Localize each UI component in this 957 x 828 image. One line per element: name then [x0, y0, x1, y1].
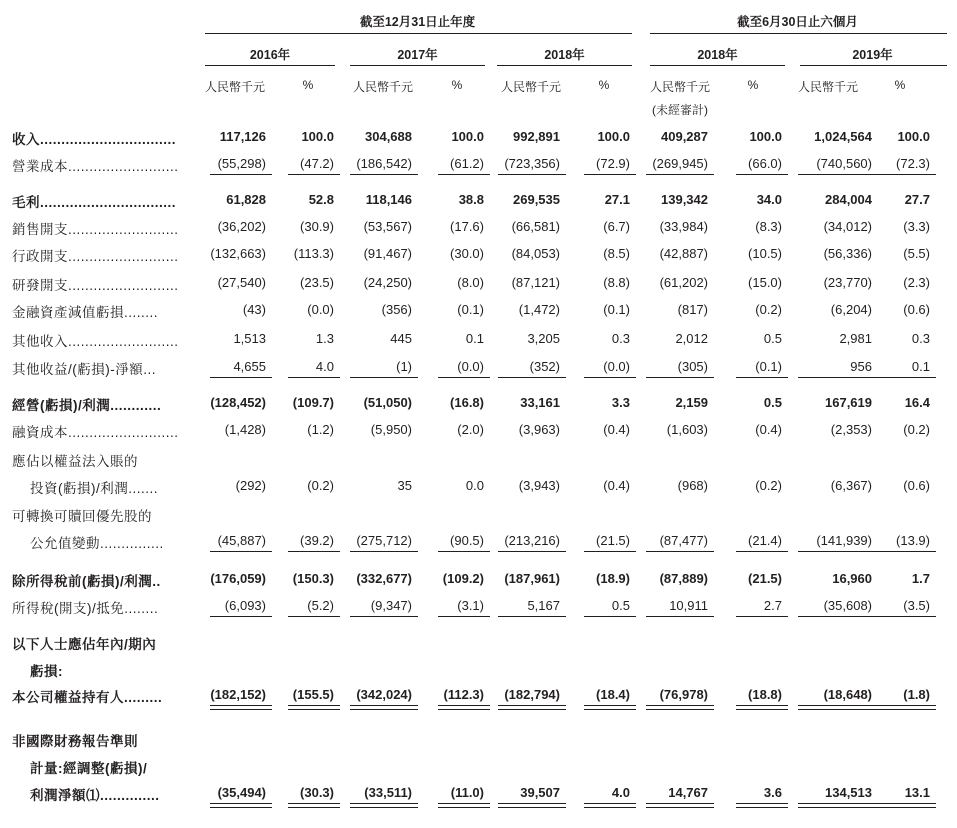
value-cell: 139,342	[661, 192, 708, 207]
value-cell: (0.6)	[903, 478, 930, 493]
single-underline	[210, 377, 272, 378]
double-underline	[438, 705, 490, 710]
double-underline	[584, 803, 636, 808]
value-cell: (55,298)	[217, 156, 266, 171]
single-underline	[736, 551, 788, 552]
value-cell: (112.3)	[443, 687, 484, 702]
value-cell: 38.8	[458, 192, 484, 207]
single-underline	[288, 551, 340, 552]
single-underline	[350, 616, 418, 617]
row-label: 毛利................................	[12, 195, 177, 210]
group-rule-annual	[205, 33, 632, 34]
value-cell: 35	[397, 478, 412, 493]
unit-header: %	[302, 78, 314, 92]
value-cell: (0.4)	[755, 422, 782, 437]
value-cell: 10,911	[669, 598, 708, 613]
value-cell: 27.1	[604, 192, 630, 207]
year-rule	[205, 65, 335, 66]
year-header: 2016年	[249, 48, 291, 62]
value-cell: (817)	[677, 302, 708, 317]
value-cell: 100.0	[451, 129, 484, 144]
row-label: 營業成本..........................	[12, 159, 179, 174]
value-cell: (53,567)	[363, 219, 412, 234]
value-cell: 992,891	[513, 129, 560, 144]
row-label: 所得稅(開支)/抵免........	[12, 601, 159, 616]
single-underline	[584, 551, 636, 552]
double-underline	[736, 803, 788, 808]
value-cell: 2,012	[675, 331, 708, 346]
value-cell: (182,794)	[504, 687, 560, 702]
value-cell: (66,581)	[511, 219, 560, 234]
value-cell: 956	[850, 359, 872, 374]
value-cell: (43)	[242, 302, 266, 317]
single-underline	[350, 551, 418, 552]
value-cell: (47.2)	[300, 156, 334, 171]
value-cell: 167,619	[825, 395, 872, 410]
value-cell: 16.4	[904, 395, 930, 410]
value-cell: (132,663)	[210, 246, 266, 261]
unit-header: 人民幣千元	[797, 80, 858, 94]
value-cell: (0.1)	[755, 359, 782, 374]
value-cell: (36,202)	[217, 219, 266, 234]
year-rule	[650, 65, 785, 66]
row-label: 行政開支..........................	[12, 249, 179, 264]
value-cell: (33,984)	[659, 219, 708, 234]
value-cell: (39.2)	[300, 533, 334, 548]
row-label: 其他收入..........................	[12, 334, 179, 349]
unit-header: %	[598, 78, 610, 92]
double-underline	[646, 705, 714, 710]
value-cell: 4.0	[611, 785, 630, 800]
value-cell: 39,507	[520, 785, 560, 800]
value-cell: (11.0)	[450, 785, 484, 800]
value-cell: 3.3	[611, 395, 630, 410]
value-cell: (182,152)	[210, 687, 266, 702]
row-label: 公允值變動...............	[30, 536, 164, 551]
value-cell: 1.7	[911, 571, 930, 586]
single-underline	[878, 616, 936, 617]
value-cell: 100.0	[749, 129, 782, 144]
double-underline	[210, 803, 272, 808]
value-cell: 3.6	[763, 785, 782, 800]
row-label: 收入................................	[12, 132, 177, 147]
value-cell: (3.3)	[903, 219, 930, 234]
value-cell: (292)	[235, 478, 266, 493]
value-cell: 3,205	[527, 331, 560, 346]
value-cell: (1)	[396, 359, 412, 374]
value-cell: 100.0	[301, 129, 334, 144]
value-cell: (269,945)	[652, 156, 708, 171]
value-cell: 100.0	[597, 129, 630, 144]
value-cell: (0.0)	[307, 302, 334, 317]
value-cell: (18.8)	[748, 687, 782, 702]
single-underline	[646, 377, 714, 378]
value-cell: 118,146	[365, 192, 412, 207]
value-cell: (275,712)	[356, 533, 412, 548]
value-cell: (113.3)	[293, 246, 334, 261]
value-cell: (2,353)	[830, 422, 872, 437]
value-cell: (6,204)	[830, 302, 872, 317]
value-cell: 4.0	[315, 359, 334, 374]
value-cell: (42,887)	[659, 246, 708, 261]
value-cell: 5,167	[527, 598, 560, 613]
value-cell: (5.2)	[307, 598, 334, 613]
double-underline	[438, 803, 490, 808]
value-cell: (0.4)	[603, 478, 630, 493]
value-cell: (0.2)	[903, 422, 930, 437]
value-cell: (66.0)	[748, 156, 782, 171]
value-cell: 61,828	[226, 192, 266, 207]
value-cell: (150.3)	[292, 571, 334, 586]
value-cell: (0.4)	[603, 422, 630, 437]
value-cell: (76,978)	[659, 687, 708, 702]
value-cell: 0.5	[763, 395, 782, 410]
value-cell: (6.7)	[603, 219, 630, 234]
value-cell: (16.8)	[450, 395, 484, 410]
unit-header: 人民幣千元	[649, 80, 710, 94]
unit-header: 人民幣千元	[500, 80, 561, 94]
value-cell: (21.4)	[748, 533, 782, 548]
value-cell: (61,202)	[659, 275, 708, 290]
value-cell: 134,513	[825, 785, 872, 800]
value-cell: 269,535	[513, 192, 560, 207]
value-cell: (1.8)	[903, 687, 930, 702]
value-cell: (740,560)	[816, 156, 872, 171]
single-underline	[288, 174, 340, 175]
year-header: 2017年	[397, 48, 438, 62]
value-cell: 0.1	[911, 359, 930, 374]
double-underline	[736, 705, 788, 710]
single-underline	[438, 377, 490, 378]
value-cell: (23.5)	[300, 275, 334, 290]
single-underline	[878, 551, 936, 552]
unit-header: %	[747, 78, 759, 92]
row-label: 經營(虧損)/利潤............	[12, 398, 162, 413]
value-cell: 100.0	[897, 129, 930, 144]
value-cell: (0.2)	[755, 478, 782, 493]
value-cell: (17.6)	[450, 219, 484, 234]
single-underline	[288, 616, 340, 617]
row-label: 虧損:	[30, 664, 63, 679]
group-header-annual: 截至12月31日止年度	[359, 15, 476, 29]
double-underline	[584, 705, 636, 710]
value-cell: (1,428)	[224, 422, 266, 437]
value-cell: (356)	[381, 302, 412, 317]
single-underline	[878, 174, 936, 175]
single-underline	[498, 377, 566, 378]
value-cell: (72.3)	[896, 156, 930, 171]
double-underline	[498, 705, 566, 710]
value-cell: (2.3)	[903, 275, 930, 290]
row-label: 銷售開支..........................	[12, 222, 179, 237]
value-cell: (968)	[677, 478, 708, 493]
value-cell: (35,608)	[823, 598, 872, 613]
value-cell: (18.4)	[596, 687, 630, 702]
value-cell: (33,511)	[364, 785, 412, 800]
single-underline	[584, 616, 636, 617]
single-underline	[210, 616, 272, 617]
value-cell: 2.7	[763, 598, 782, 613]
single-underline	[438, 551, 490, 552]
group-rule-interim	[650, 33, 947, 34]
value-cell: (87,889)	[659, 571, 708, 586]
row-label: 融資成本..........................	[12, 425, 179, 440]
year-header: 2018年	[544, 48, 585, 62]
value-cell: (0.0)	[457, 359, 484, 374]
value-cell: (109.2)	[442, 571, 484, 586]
value-cell: (13.9)	[896, 533, 930, 548]
single-underline	[288, 377, 340, 378]
row-label: 以下人士應佔年內/期內	[12, 637, 157, 652]
value-cell: (141,939)	[816, 533, 872, 548]
single-underline	[498, 174, 566, 175]
row-label: 除所得稅前(虧損)/利潤..	[12, 574, 161, 589]
single-underline	[498, 551, 566, 552]
double-underline	[646, 803, 714, 808]
single-underline	[798, 616, 878, 617]
double-underline	[498, 803, 566, 808]
value-cell: 284,004	[825, 192, 872, 207]
value-cell: 1,513	[233, 331, 266, 346]
year-rule	[497, 65, 632, 66]
value-cell: (3.5)	[903, 598, 930, 613]
value-cell: (87,477)	[659, 533, 708, 548]
value-cell: (8.8)	[603, 275, 630, 290]
year-rule	[800, 65, 947, 66]
value-cell: (0.2)	[307, 478, 334, 493]
value-cell: (84,053)	[511, 246, 560, 261]
value-cell: (10.5)	[748, 246, 782, 261]
value-cell: 0.1	[465, 331, 484, 346]
value-cell: (45,887)	[217, 533, 266, 548]
value-cell: (8.0)	[457, 275, 484, 290]
double-underline	[288, 705, 340, 710]
single-underline	[736, 616, 788, 617]
value-cell: 2,159	[675, 395, 708, 410]
value-cell: (34,012)	[823, 219, 872, 234]
value-cell: 0.3	[911, 331, 930, 346]
single-underline	[878, 377, 936, 378]
value-cell: 34.0	[756, 192, 782, 207]
value-cell: (91,467)	[363, 246, 412, 261]
row-label: 金融資產減值虧損........	[12, 305, 159, 320]
value-cell: 1,024,564	[814, 129, 872, 144]
value-cell: (0.1)	[457, 302, 484, 317]
double-underline	[288, 803, 340, 808]
double-underline	[350, 705, 418, 710]
value-cell: (109.7)	[292, 395, 334, 410]
value-cell: (72.9)	[596, 156, 630, 171]
value-cell: (186,542)	[356, 156, 412, 171]
unaudited-note: (未經審計)	[652, 103, 708, 117]
single-underline	[646, 174, 714, 175]
row-label: 本公司權益持有人.........	[12, 690, 163, 705]
value-cell: (24,250)	[363, 275, 412, 290]
value-cell: (15.0)	[748, 275, 782, 290]
unit-header: %	[451, 78, 463, 92]
value-cell: (5.5)	[903, 246, 930, 261]
single-underline	[498, 616, 566, 617]
value-cell: (0.0)	[603, 359, 630, 374]
value-cell: (5,950)	[370, 422, 412, 437]
value-cell: (51,050)	[363, 395, 412, 410]
single-underline	[350, 377, 418, 378]
value-cell: 4,655	[233, 359, 266, 374]
value-cell: (352)	[529, 359, 560, 374]
value-cell: (2.0)	[457, 422, 484, 437]
double-underline	[210, 705, 272, 710]
row-label: 可轉換可贖回優先股的	[12, 509, 152, 524]
double-underline	[878, 705, 936, 710]
single-underline	[736, 377, 788, 378]
value-cell: (30.9)	[300, 219, 334, 234]
value-cell: (3,963)	[518, 422, 560, 437]
unit-header: 人民幣千元	[352, 80, 413, 94]
row-label: 計量:經調整(虧損)/	[30, 761, 148, 776]
single-underline	[798, 377, 878, 378]
single-underline	[736, 174, 788, 175]
value-cell: (35,494)	[217, 785, 266, 800]
value-cell: 0.0	[465, 478, 484, 493]
double-underline	[878, 803, 936, 808]
value-cell: 409,287	[661, 129, 708, 144]
year-rule	[350, 65, 485, 66]
double-underline	[350, 803, 418, 808]
value-cell: (1,603)	[666, 422, 708, 437]
row-label: 其他收益/(虧損)-淨額...	[12, 362, 156, 377]
value-cell: (6,367)	[830, 478, 872, 493]
value-cell: 14,767	[668, 785, 708, 800]
single-underline	[584, 377, 636, 378]
value-cell: (342,024)	[356, 687, 412, 702]
value-cell: (128,452)	[210, 395, 266, 410]
value-cell: (332,677)	[356, 571, 412, 586]
row-label: 研發開支..........................	[12, 278, 179, 293]
value-cell: (8.5)	[603, 246, 630, 261]
value-cell: (8.3)	[755, 219, 782, 234]
single-underline	[798, 551, 878, 552]
value-cell: 27.7	[904, 192, 930, 207]
value-cell: (18,648)	[823, 687, 872, 702]
row-label: 投資(虧損)/利潤.......	[30, 481, 158, 496]
year-header: 2018年	[697, 48, 738, 62]
single-underline	[210, 174, 272, 175]
value-cell: (187,961)	[504, 571, 560, 586]
group-header-interim: 截至6月30日止六個月	[737, 15, 858, 29]
value-cell: (30.3)	[300, 785, 334, 800]
unit-header: 人民幣千元	[204, 80, 265, 94]
value-cell: 0.3	[611, 331, 630, 346]
value-cell: (1,472)	[518, 302, 560, 317]
value-cell: (23,770)	[823, 275, 872, 290]
value-cell: (9,347)	[370, 598, 412, 613]
value-cell: (21.5)	[748, 571, 782, 586]
single-underline	[350, 174, 418, 175]
value-cell: 33,161	[520, 395, 560, 410]
value-cell: 304,688	[365, 129, 412, 144]
value-cell: 117,126	[219, 129, 266, 144]
value-cell: 16,960	[832, 571, 872, 586]
value-cell: 1.3	[315, 331, 334, 346]
row-label: 利潤淨額⑴..............	[30, 788, 160, 803]
value-cell: (87,121)	[511, 275, 560, 290]
value-cell: (155.5)	[292, 687, 334, 702]
single-underline	[584, 174, 636, 175]
value-cell: (27,540)	[217, 275, 266, 290]
single-underline	[210, 551, 272, 552]
value-cell: (61.2)	[450, 156, 484, 171]
unit-header: %	[894, 78, 906, 92]
value-cell: (18.9)	[596, 571, 630, 586]
value-cell: 2,981	[839, 331, 872, 346]
value-cell: (6,093)	[224, 598, 266, 613]
single-underline	[438, 174, 490, 175]
double-underline	[798, 705, 878, 710]
value-cell: (723,356)	[504, 156, 560, 171]
value-cell: (0.1)	[603, 302, 630, 317]
row-label: 應佔以權益法入賬的	[12, 454, 138, 469]
value-cell: (213,216)	[504, 533, 560, 548]
value-cell: (1.2)	[307, 422, 334, 437]
single-underline	[646, 551, 714, 552]
value-cell: (3,943)	[518, 478, 560, 493]
single-underline	[438, 616, 490, 617]
value-cell: (90.5)	[450, 533, 484, 548]
value-cell: (305)	[677, 359, 708, 374]
single-underline	[646, 616, 714, 617]
value-cell: 13.1	[904, 785, 930, 800]
value-cell: (176,059)	[210, 571, 266, 586]
value-cell: 445	[390, 331, 412, 346]
value-cell: (30.0)	[450, 246, 484, 261]
value-cell: (0.6)	[903, 302, 930, 317]
value-cell: (0.2)	[755, 302, 782, 317]
row-label: 非國際財務報告準則	[12, 734, 138, 749]
year-header: 2019年	[852, 48, 893, 62]
value-cell: 0.5	[611, 598, 630, 613]
value-cell: 52.8	[308, 192, 334, 207]
value-cell: (21.5)	[596, 533, 630, 548]
value-cell: (3.1)	[457, 598, 484, 613]
value-cell: (56,336)	[823, 246, 872, 261]
double-underline	[798, 803, 878, 808]
single-underline	[798, 174, 878, 175]
value-cell: 0.5	[763, 331, 782, 346]
